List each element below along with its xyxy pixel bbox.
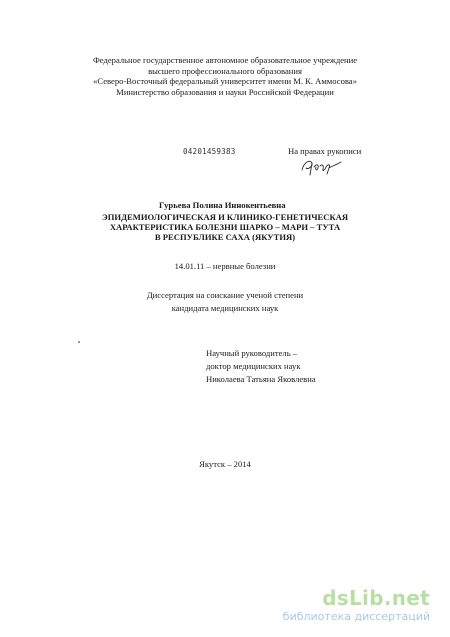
supervisor-line: Научный руководитель – [206,348,298,358]
supervisor-line: Николаева Татьяна Яковлевна [206,374,316,384]
degree-statement [0,289,450,315]
institution-line: высшего профессионального образования [148,65,302,76]
supervisor-line: доктор медицинских наук [206,361,301,371]
watermark-subtitle: библиотека диссертаций [282,610,430,623]
degree-line: кандидата медицинских наук [171,303,279,313]
supervisor-block [206,347,316,386]
title-line: ХАРАКТЕРИСТИКА БОЛЕЗНИ ШАРКО – МАРИ – ТУТА [109,222,341,232]
specialty-code: 14.01.11 – нервные болезни [174,261,276,271]
institution-line: Федеральное государственное автономное образовательное учреждение [92,55,358,65]
title-line: ЭПИДЕМИОЛОГИЧЕСКАЯ И КЛИНИКО-ГЕНЕТИЧЕСКАЯ [101,212,349,222]
dissertation-title [0,212,450,242]
document-code: 04201459383 [183,147,236,156]
watermark-brand: dsLib.net [322,586,430,610]
institution-line: «Северо-Восточный федеральный университет имени М. К. Аммосова» [93,76,357,87]
title-line: В РЕСПУБЛИКЕ САХА (ЯКУТИЯ) [154,232,296,242]
manuscript-rights-label: На правах рукописи [288,146,362,156]
scan-speck [78,341,80,343]
handwritten-signature [298,156,344,178]
degree-line: Диссертация на соискание ученой степени [146,290,304,300]
author-name: Гурьева Полина Иннокентьевна [159,200,286,210]
city-year: Якутск – 2014 [199,459,251,469]
institution-header [0,55,450,97]
institution-line: Министерство образования и науки Российской Федерации [116,86,334,97]
